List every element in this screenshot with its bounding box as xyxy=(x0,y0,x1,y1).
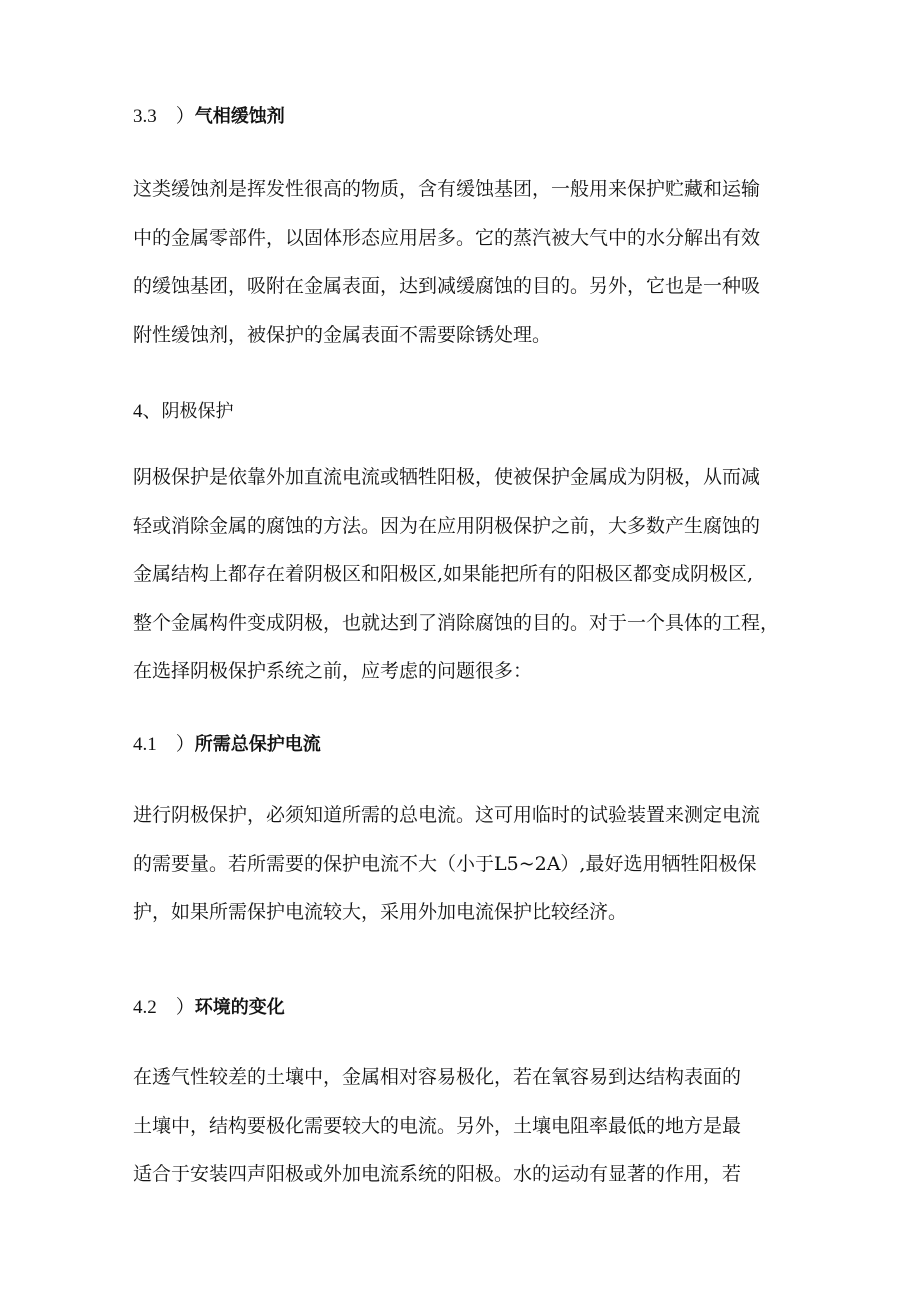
paragraph-line: 这类缓蚀剂是挥发性很高的物质，含有缓蚀基团，一般用来保护贮藏和运输 xyxy=(133,178,761,200)
section-heading-4-1 xyxy=(133,731,321,758)
paragraph-cathodic-protection xyxy=(133,453,805,696)
paragraph-line: 护，如果所需保护电流较大，采用外加电流保护比较经济。 xyxy=(133,901,628,923)
paragraph-environment xyxy=(133,1053,805,1199)
section-heading-4-2 xyxy=(133,994,285,1021)
paragraph-line: 在透气性较差的土壤中，金属相对容易极化，若在氧容易到达结构表面的 xyxy=(133,1066,742,1088)
paragraph-line: 的缓蚀基团，吸附在金属表面，达到减缓腐蚀的目的。另外，它也是一种吸 xyxy=(133,275,761,297)
paragraph-line: 适合于安装四声阳极或外加电流系统的阳极。水的运动有显著的作用，若 xyxy=(133,1163,742,1185)
section-number: 3.3 ） xyxy=(133,106,195,127)
section-title: 阴极保护 xyxy=(161,401,234,422)
paragraph-line: 土壤中，结构要极化需要较大的电流。另外，土壤电阻率最低的地方是最 xyxy=(133,1114,742,1137)
paragraph-line: 轻或消除金属的腐蚀的方法。因为在应用阴极保护之前，大多数产生腐蚀的 xyxy=(133,514,761,537)
section-title: 气相缓蚀剂 xyxy=(194,106,285,127)
paragraph-total-current xyxy=(133,791,805,937)
paragraph-line: 附性缓蚀剂，被保护的金属表面不需要除锈处理。 xyxy=(133,323,552,346)
paragraph-line: 进行阴极保护，必须知道所需的总电流。这可用临时的试验装置来测定电流 xyxy=(133,804,761,826)
paragraph-volatile-inhibitor xyxy=(133,165,805,359)
section-number: 4、 xyxy=(133,401,162,422)
paragraph-line: 在选择阴极保护系统之前，应考虑的问题很多： xyxy=(133,660,533,682)
section-title: 所需总保护电流 xyxy=(194,734,321,755)
paragraph-line: 中的金属零部件，以固体形态应用居多。它的蒸汽被大气中的水分解出有效 xyxy=(133,226,761,249)
paragraph-line: 的需要量。若所需要的保护电流不大（小于L5~2A）,最好选用牺牲阳极保 xyxy=(133,852,757,875)
section-number: 4.2 ） xyxy=(133,997,195,1018)
paragraph-line: 金属结构上都存在着阴极区和阳极区,如果能把所有的阳极区都变成阴极区, xyxy=(133,563,754,585)
section-heading-4 xyxy=(133,398,234,425)
paragraph-line: 阴极保护是依靠外加直流电流或牺牲阳极，使被保护金属成为阴极，从而减 xyxy=(133,466,761,488)
section-heading-3-3 xyxy=(133,103,285,130)
section-title: 环境的变化 xyxy=(194,997,285,1018)
paragraph-line: 整个金属构件变成阴极，也就达到了消除腐蚀的目的。对于一个具体的工程， xyxy=(133,611,780,634)
section-number: 4.1 ） xyxy=(133,734,195,755)
